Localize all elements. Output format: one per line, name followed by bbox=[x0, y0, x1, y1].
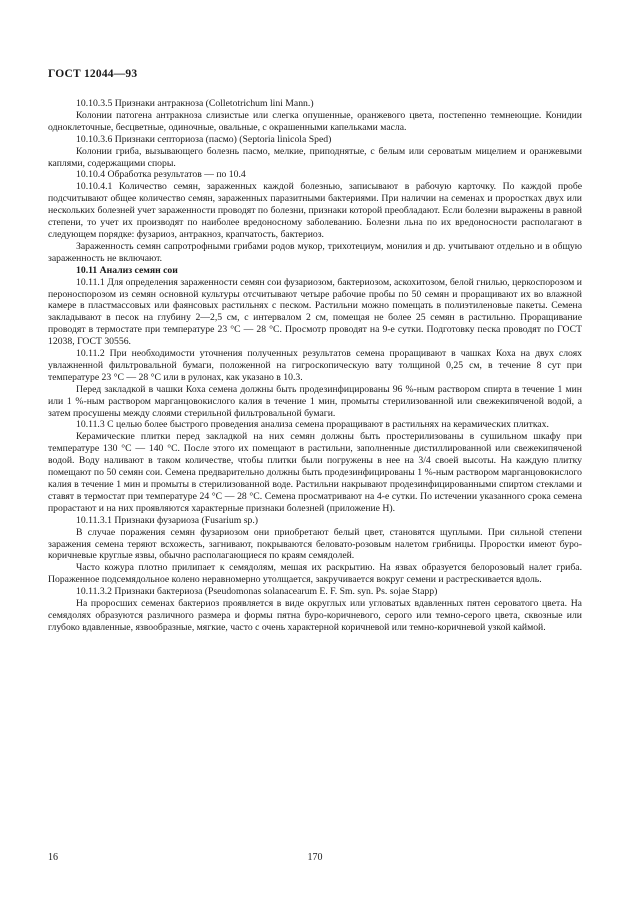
paragraph: Зараженность семян сапротрофными грибами родов мукор, трихотециум, монилия и др. учитывают отдельно и в общую зараженность не включают. bbox=[48, 240, 582, 264]
paragraph: 10.10.4.1 Количество семян, зараженных каждой болезнью, записывают в рабочую карточку. По каждой пробе подсчитывают общее количество семян, зараженных паразитными бактериями. При наличии на семенах и проростках двух или нескольких болезней учет зараженности проводят по болезни, признаки которой преобладают. Если болезни выражены в равной степени, то учет их производят по наиболее вредоносному заболеванию. Болезни льна по их вредоносности располагают в следующем порядке: фузариоз, антракноз, крапчатость, бактериоз. bbox=[48, 181, 582, 240]
paragraph: Часто кожура плотно прилипает к семядолям, мешая их раскрытию. На язвах образуется белорозовый налет гриба. Пораженное подсемядольное колено неравномерно утолщается, закручивается вокруг семени и растрескивается вдоль. bbox=[48, 562, 582, 586]
page-number-left: 16 bbox=[48, 852, 58, 863]
paragraph: 10.10.4 Обработка результатов — по 10.4 bbox=[76, 169, 246, 181]
paragraph: 10.11.3.1 Признаки фузариоза (Fusarium sp.) bbox=[76, 514, 258, 526]
paragraph: 10.11.1 Для определения зараженности семян сои фузариозом, бактериозом, аскохитозом, белой гнилью, церкоспорозом и пероноспорозом из семян основной культуры отсчитывают четыре рабочие пробы по 50 семян и проращивают их во влажной камере в пластмассовых или фаянсовых растильнях с песком. Растильни можно помещать в полиэтиленовые пакеты. Семена закладывают в песок на глубину 2—2,5 см, с интервалом 2 см, помещая не более 25 семян в растильню. Проращивание проводят в термостате при температуре 23 °С — 28 °С. Просмотр проводят на 9-е сутки. Подготовку песка проводят по ГОСТ 12038, ГОСТ 30556. bbox=[48, 276, 582, 348]
document-header: ГОСТ 12044—93 bbox=[48, 68, 138, 80]
paragraph: 10.11.3.2 Признаки бактериоза (Pseudomonas solanacearum E. F. Sm. syn. Ps. sojae Stapp) bbox=[76, 586, 438, 598]
paragraph: 10.10.3.5 Признаки антракноза (Colletotrichum lini Mann.) bbox=[76, 98, 314, 109]
body-text bbox=[48, 98, 582, 634]
paragraph: Перед закладкой в чашки Коха семена должны быть продезинфицированы 96 %-ным раствором спирта в течение 1 мин или 1 %-ным раствором марганцовокислого калия в течение 1 мин, промыты стерилизованной или свежекипяченой водой, а затем просушены между слоями стерильной фильтровальной бумаги. bbox=[48, 383, 582, 419]
paragraph: Колонии гриба, вызывающего болезнь пасмо, мелкие, приподнятые, с белым или сероватым мицелием и оранжевыми каплями, содержащими споры. bbox=[48, 145, 582, 169]
section-heading: 10.11 Анализ семян сои bbox=[76, 264, 178, 276]
paragraph: 10.10.3.6 Признаки септориоза (пасмо) (Septoria linicola Sped) bbox=[76, 133, 332, 145]
page-number-center: 170 bbox=[307, 852, 323, 863]
paragraph: Колонии патогена антракноза слизистые или слегка опушенные, оранжевого цвета, постепенно темнеющие. Конидии одноклеточные, бесцветные, одиночные, овальные, с окрашенными капельками масла. bbox=[48, 109, 582, 133]
paragraph: Керамические плитки перед закладкой на них семян должны быть простерилизованы в сушильном шкафу при температуре 130 °С — 140 °С. После этого их помещают в растильни, заполненные дистиллированной или свежекипяченой водой. Воду наливают в таком количестве, чтобы плитки были погружены в нее на 3/4 своей высоты. На каждую плитку помещают по 50 семян сои. Семена предварительно должны быть продезинфицированы 1 %-ным раствором марганцовокислого калия в течение 1 мин и промыты в стерилизованной воде. Растильни накрывают продезинфицированными спиртом стеклами и ставят в термостат при температуре 24 °С — 28 °С. Семена просматривают на 4-е сутки. По истечении указанного срока семена прорастают и на них проявляются характерные признаки болезней (приложение Н). bbox=[48, 431, 582, 514]
paragraph: 10.11.3 С целью более быстрого проведения анализа семена проращивают в растильнях на керамических плитках. bbox=[76, 419, 549, 431]
paragraph: 10.11.2 При необходимости уточнения полученных результатов семена проращивают в чашках Коха на двух слоях увлажненной фильтровальной бумаги, положенной на гигроскопическую вату толщиной 0,25 см, в течение 8 сут при температуре 23 °С — 28 °С или в рулонах, как указано в 10.3. bbox=[48, 348, 582, 383]
paragraph: В случае поражения семян фузариозом они приобретают белый цвет, становятся щуплыми. При сильной степени заражения семена теряют всхожесть, загнивают, покрываются беловато-розовым налетом грибницы. Проростки имеют буро-коричневые круглые язвы, обычно располагающиеся по краям семядолей. bbox=[48, 526, 582, 562]
paragraph: На проросших семенах бактериоз проявляется в виде округлых или угловатых вдавленных пятен сероватого цвета. На семядолях образуются различного размера и формы пятна буро-коричневого, серого или темно-серого цвета, сквозные или глубоко вдавленные, язвообразные, мягкие, часто с очень характерной коричневой или темно-коричневой узкой каймой. bbox=[48, 598, 582, 633]
